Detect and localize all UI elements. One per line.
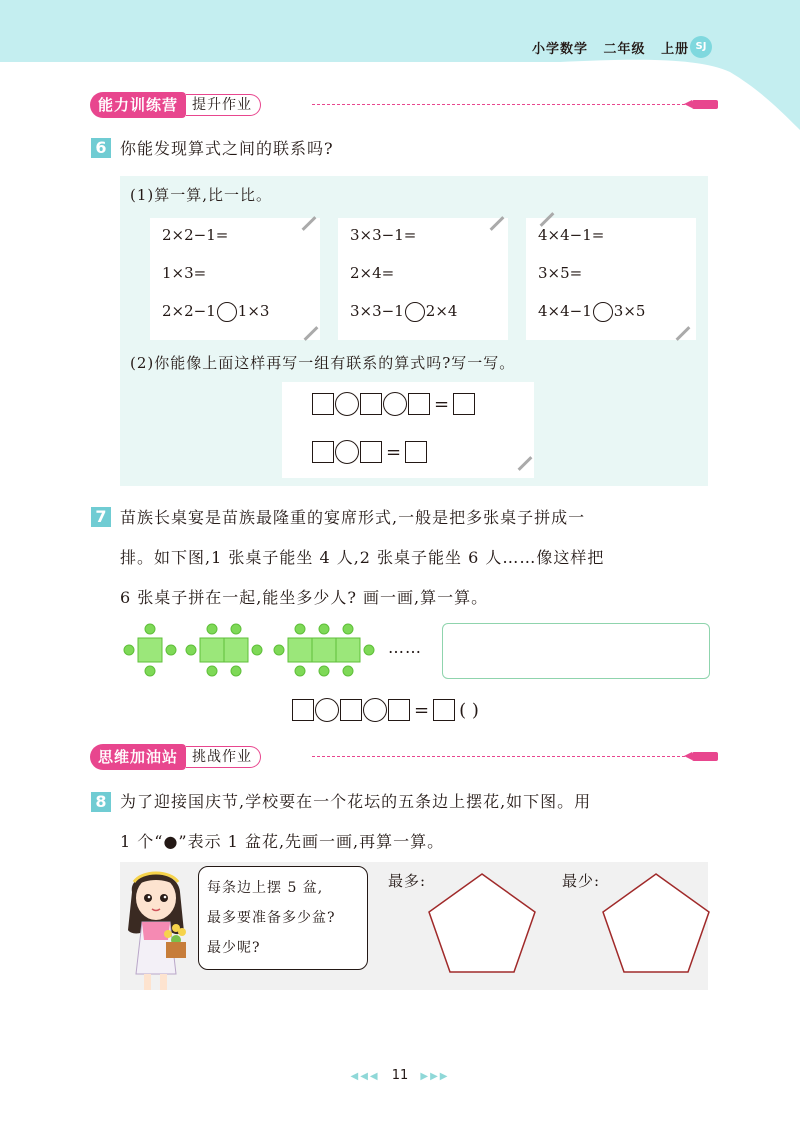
compare-right: 1×3 (237, 302, 270, 320)
seat-icon (274, 645, 284, 655)
operator-circle[interactable] (383, 392, 407, 416)
seat-icon (145, 666, 155, 676)
question-7-line-3: 6 张桌子拼在一起,能坐多少人? 画一画,算一算。 (120, 588, 489, 607)
q6-part1-label: (1)算一算,比一比。 (130, 186, 273, 204)
equals-sign: = (434, 393, 450, 415)
compare-circle[interactable] (405, 302, 425, 322)
answer-box[interactable] (453, 393, 475, 415)
seat-icon (207, 624, 217, 634)
seat-icon (319, 624, 329, 634)
section-subtitle: 提升作业 (186, 94, 261, 116)
compare-left: 3×3−1 (350, 302, 404, 320)
girl-illustration (118, 862, 198, 994)
seat-icon (252, 645, 262, 655)
label-most: 最多: (388, 872, 427, 890)
question-8-line-1: 为了迎接国庆节,学校要在一个花坛的五条边上摆花,如下图。用 (120, 792, 592, 811)
seat-icon (231, 666, 241, 676)
answer-box[interactable] (405, 441, 427, 463)
section-banner-training (90, 92, 261, 118)
bubble-line-1: 每条边上摆 5 盆, (207, 880, 324, 896)
header-volume: 上册 (661, 42, 690, 57)
compare-line (162, 302, 269, 322)
section-subtitle: 挑战作业 (186, 746, 261, 768)
seat-icon (343, 624, 353, 634)
equation-row-2 (312, 440, 427, 464)
calc-line: 4×4−1= (538, 226, 605, 244)
header-title (532, 38, 699, 57)
table-icon (138, 638, 162, 662)
label-least: 最少: (562, 872, 601, 890)
calc-card-1 (150, 218, 320, 340)
table-icon (312, 638, 336, 662)
operator-circle[interactable] (315, 698, 339, 722)
question-7-line-2: 排。如下图,1 张桌子能坐 4 人,2 张桌子能坐 6 人……像这样把 (120, 548, 605, 567)
section-title: 思维加油站 (90, 744, 186, 770)
table-icon (288, 638, 312, 662)
calc-line: 1×3= (162, 264, 207, 282)
operator-circle[interactable] (335, 440, 359, 464)
compare-circle[interactable] (593, 302, 613, 322)
pentagon-least[interactable] (600, 872, 712, 976)
page-footer (0, 1068, 800, 1083)
operator-circle[interactable] (335, 392, 359, 416)
compare-left: 2×2−1 (162, 302, 216, 320)
answer-box[interactable] (408, 393, 430, 415)
prev-arrows-icon: ◀◀◀ (350, 1071, 380, 1082)
answer-box[interactable] (360, 393, 382, 415)
question-number-6: 6 (91, 138, 111, 158)
compare-right: 2×4 (425, 302, 458, 320)
pentagon-most[interactable] (426, 872, 538, 976)
seat-icon (207, 666, 217, 676)
compare-left: 4×4−1 (538, 302, 592, 320)
answer-box[interactable] (360, 441, 382, 463)
calc-card-3 (526, 218, 696, 340)
answer-box[interactable] (292, 699, 314, 721)
compare-line (538, 302, 645, 322)
calc-line: 2×2−1= (162, 226, 229, 244)
seat-icon (364, 645, 374, 655)
question-number-8: 8 (91, 792, 111, 812)
tables-diagram (118, 620, 388, 680)
publisher-badge: SJ (690, 36, 712, 58)
q7-equation-row (292, 698, 479, 722)
speech-bubble (198, 866, 368, 970)
question-8-line-2: 1 个“●”表示 1 盆花,先画一画,再算一算。 (120, 832, 445, 851)
equals-sign: = (386, 441, 402, 463)
calc-line: 3×3−1= (350, 226, 417, 244)
seat-icon (295, 624, 305, 634)
unit-parentheses[interactable]: ( ) (459, 699, 479, 721)
calc-line: 3×5= (538, 264, 583, 282)
next-arrows-icon: ▶▶▶ (420, 1071, 450, 1082)
seat-icon (319, 666, 329, 676)
seat-icon (231, 624, 241, 634)
header-grade: 二年级 (603, 42, 646, 57)
question-6-text: 你能发现算式之间的联系吗? (120, 139, 334, 158)
compare-line (350, 302, 457, 322)
continuation-ellipsis: …… (388, 638, 422, 657)
seat-icon (166, 645, 176, 655)
seat-icon (295, 666, 305, 676)
section-banner-challenge (90, 744, 261, 770)
dashed-divider (312, 756, 690, 757)
table-icon (336, 638, 360, 662)
seat-icon (186, 645, 196, 655)
seat-icon (145, 624, 155, 634)
page-number: 11 (391, 1068, 409, 1083)
question-7-line-1: 苗族长桌宴是苗族最隆重的宴席形式,一般是把多张桌子拼成一 (120, 508, 586, 527)
pencil-icon (692, 100, 718, 109)
answer-box[interactable] (388, 699, 410, 721)
table-icon (200, 638, 224, 662)
compare-right: 3×5 (613, 302, 646, 320)
equation-row-1 (312, 392, 475, 416)
pencil-icon (692, 752, 718, 761)
compare-circle[interactable] (217, 302, 237, 322)
bubble-line-3: 最少呢? (207, 940, 261, 956)
equals-sign: = (414, 699, 430, 721)
drawing-answer-box[interactable] (442, 623, 710, 679)
answer-box[interactable] (433, 699, 455, 721)
header-subject: 小学数学 (532, 42, 589, 57)
seat-icon (124, 645, 134, 655)
question-number-7: 7 (91, 507, 111, 527)
bubble-line-2: 最多要准备多少盆? (207, 910, 336, 926)
answer-box[interactable] (312, 441, 334, 463)
calc-line: 2×4= (350, 264, 395, 282)
table-icon (224, 638, 248, 662)
dashed-divider (312, 104, 690, 105)
answer-box[interactable] (312, 393, 334, 415)
calc-card-2 (338, 218, 508, 340)
seat-icon (343, 666, 353, 676)
operator-circle[interactable] (363, 698, 387, 722)
section-title: 能力训练营 (90, 92, 186, 118)
q6-part2-label: (2)你能像上面这样再写一组有联系的算式吗?写一写。 (130, 354, 516, 372)
answer-box[interactable] (340, 699, 362, 721)
